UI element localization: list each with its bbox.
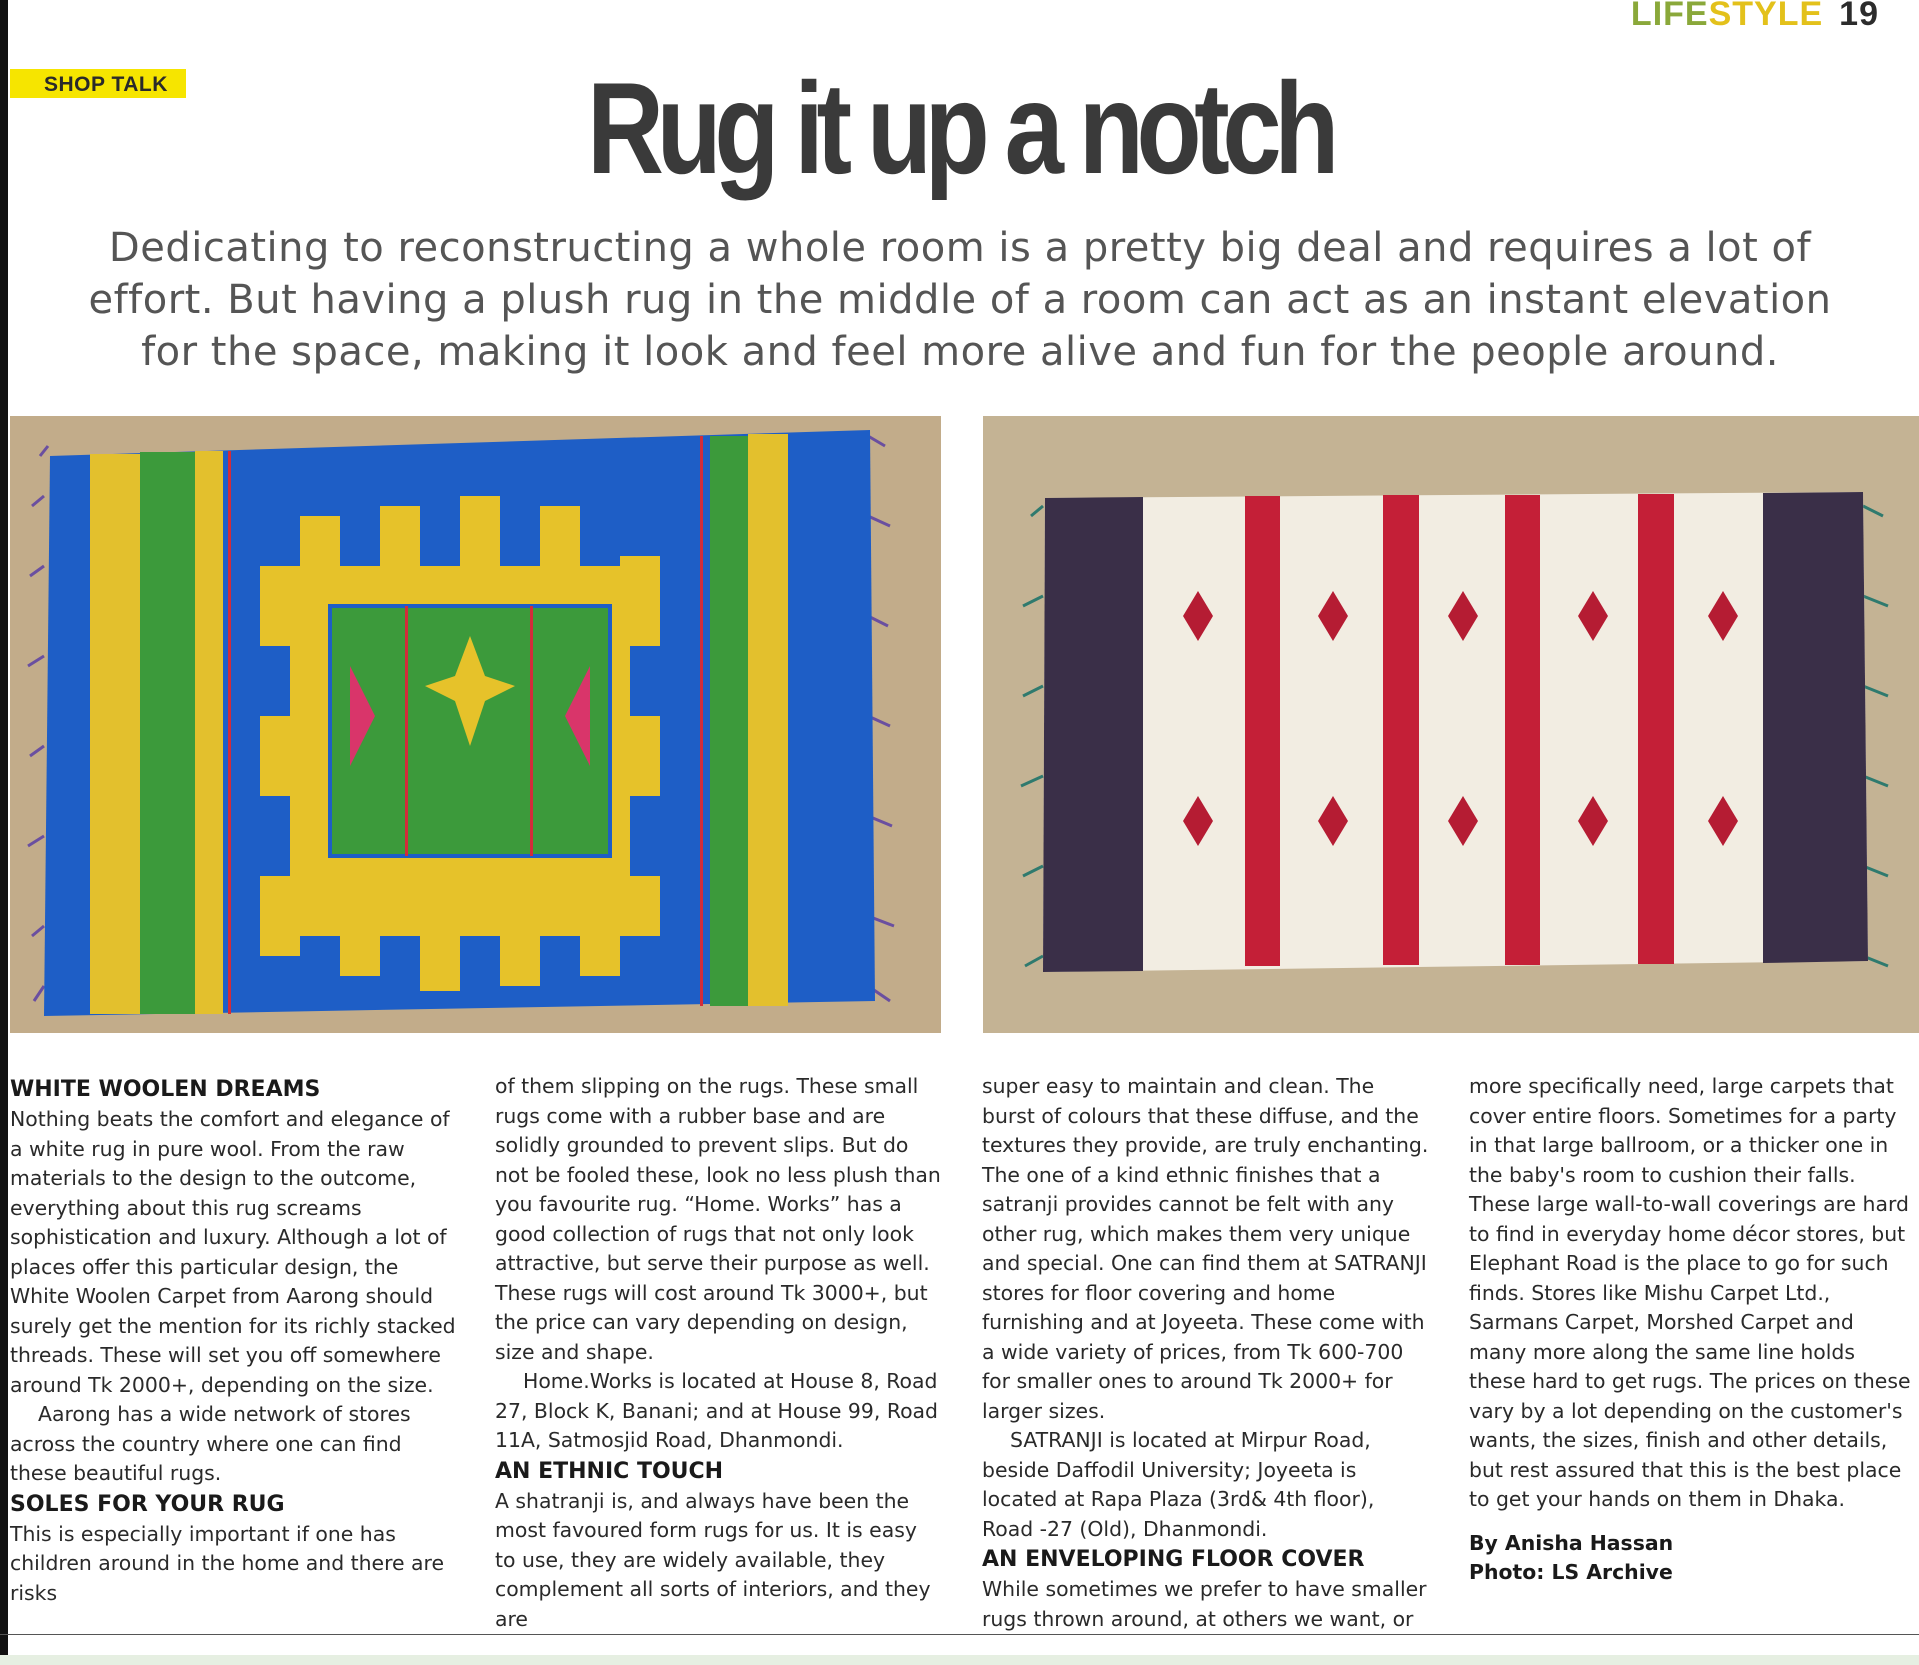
masthead-life: LIFE bbox=[1630, 0, 1709, 33]
masthead-style: STYLE bbox=[1708, 0, 1824, 33]
photo-striped-rug bbox=[983, 416, 1919, 1033]
column-3 bbox=[982, 1072, 1430, 1634]
col2-paragraph-3: A shatranji is, and always have been the most favoured form rugs for us. It is easy to use, they are widely available, they complement all sorts of interiors, and they are bbox=[495, 1488, 931, 1631]
col2-paragraph-1: of them slipping on the rugs. These small rugs come with a rubber base and are solidly grounded to prevent slips. But do not be fooled these, look no less plush than you favourite rug. “Home. Works” has a good collection of rugs that not only look attractive, but serve their purpose as well. These rugs will cost around Tk 3000+, but the price can vary depending on design, size and shape. bbox=[495, 1074, 941, 1364]
subhead-white-woolen-dreams: WHITE WOOLEN DREAMS bbox=[10, 1077, 321, 1102]
col1-paragraph-1: Nothing beats the comfort and elegance of a white rug in pure wool. From the raw materials to the design to the outcome, everything about this rug screams sophistication and luxury. Although a lot of places offer this particular design, the White Woolen Carpet from Aarong should surely get the mention for its richly stacked threads. These will set you off somewhere around Tk 2000+, depending on the size. bbox=[10, 1107, 456, 1397]
striped-rug-illustration bbox=[983, 416, 1919, 1033]
left-margin-rule bbox=[0, 0, 8, 1665]
col3-paragraph-1: super easy to maintain and clean. The burst of colours that these diffuse, and the textures they provide, are truly enchanting. The one of a kind ethnic finishes that a satranji provides cannot be felt with any other rug, which makes them very unique and special. One can find them at SATRANJI stores for floor covering and home furnishing and at Joyeeta. These come with a wide variety of prices, from Tk 600-700 for smaller ones to around Tk 2000+ for larger sizes. bbox=[982, 1074, 1429, 1423]
photo-blue-rug bbox=[10, 416, 941, 1033]
byline: By Anisha Hassan bbox=[1469, 1530, 1674, 1555]
col4-paragraph-1: more specifically need, large carpets that cover entire floors. Sometimes for a party in that large ballroom, or a thicker one in the baby's room to cushion their falls. These large wall-to-wall coverings are hard to find in everyday home décor stores, but Elephant Road is the place to go for such finds. Stores like Mishu Carpet Ltd., Sarmans Carpet, Morshed Carpet and many more along the same line holds these hard to get rugs. The prices on these vary by a lot depending on the customer's wants, the sizes, finish and other details, but rest assured that this is the best place to get your hands on them in Dhaka. bbox=[1469, 1074, 1911, 1511]
column-4 bbox=[1469, 1072, 1917, 1588]
bottom-rule bbox=[0, 1634, 1919, 1635]
page-number: 19 bbox=[1839, 0, 1879, 33]
section-tag-label: SHOP TALK bbox=[44, 73, 168, 96]
col1-paragraph-2: Aarong has a wide network of stores across the country where one can find these beautiful rugs. bbox=[10, 1402, 411, 1485]
col3-paragraph-3: While sometimes we prefer to have smaller rugs thrown around, at others we want, or bbox=[982, 1577, 1427, 1631]
standfirst: Dedicating to reconstructing a whole room is a pretty big deal and requires a lot of effort. But having a plush rug in the middle of a room can act as an instant elevation for the space, making it look and feel more alive and fun for the people around. bbox=[88, 225, 1832, 375]
headline: Rug it up a notch bbox=[587, 55, 1332, 201]
column-1 bbox=[10, 1074, 458, 1608]
section-tag bbox=[10, 69, 186, 98]
subhead-an-ethnic-touch: AN ETHNIC TOUCH bbox=[495, 1458, 724, 1484]
photo-credit: Photo: LS Archive bbox=[1469, 1560, 1673, 1584]
col1-paragraph-3: This is especially important if one has children around in the home and there are risks bbox=[10, 1521, 445, 1605]
blue-rug-illustration bbox=[10, 416, 941, 1033]
bottom-band bbox=[0, 1655, 1919, 1665]
col2-paragraph-2: Home.Works is located at House 8, Road 27, Block K, Banani; and at House 99, Road 11A, Satmosjid Road, Dhanmondi. bbox=[495, 1369, 938, 1452]
column-2 bbox=[495, 1072, 943, 1634]
col3-paragraph-2: SATRANJI is located at Mirpur Road, beside Daffodil University; Joyeeta is located at Rapa Plaza (3rd& 4th floor), Road -27 (Old), Dhanmondi. bbox=[982, 1428, 1375, 1541]
subhead-soles-for-your-rug: SOLES FOR YOUR RUG bbox=[10, 1491, 285, 1517]
subhead-an-enveloping-floor-cover: AN ENVELOPING FLOOR COVER bbox=[982, 1547, 1365, 1572]
masthead bbox=[1630, 0, 1879, 33]
